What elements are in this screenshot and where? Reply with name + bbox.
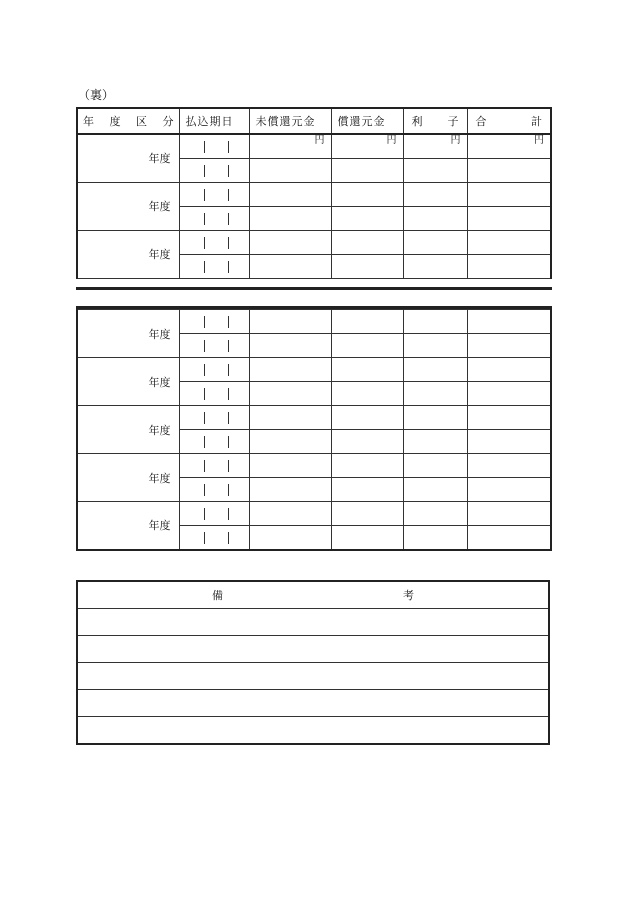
value-cell — [467, 310, 551, 334]
unit-label: 円 — [403, 134, 467, 158]
value-cell — [331, 526, 403, 550]
remarks-line — [77, 663, 549, 690]
value-cell — [331, 406, 403, 430]
value-cell — [249, 406, 331, 430]
value-cell — [331, 334, 403, 358]
year-cell: 年度 — [77, 134, 179, 182]
header-payment-date: 払込期日 — [179, 108, 249, 134]
date-slot — [179, 382, 249, 406]
value-cell — [249, 158, 331, 182]
value-cell — [331, 230, 403, 254]
value-cell — [331, 182, 403, 206]
value-cell — [331, 158, 403, 182]
year-cell: 年度 — [77, 230, 179, 278]
value-cell — [249, 254, 331, 278]
unit-label: 円 — [331, 134, 403, 158]
value-cell — [331, 254, 403, 278]
value-cell — [331, 478, 403, 502]
repayment-table-upper — [76, 107, 552, 279]
date-slot — [179, 158, 249, 182]
value-cell — [403, 158, 467, 182]
date-slot — [179, 134, 249, 158]
header-unpaid-principal: 未償還元金 — [249, 108, 331, 134]
value-cell — [249, 334, 331, 358]
remarks-line — [77, 636, 549, 663]
year-cell: 年度 — [77, 454, 179, 502]
year-cell: 年度 — [77, 310, 179, 358]
value-cell — [331, 358, 403, 382]
value-cell — [467, 334, 551, 358]
value-cell — [249, 430, 331, 454]
value-cell — [249, 478, 331, 502]
value-cell — [403, 358, 467, 382]
value-cell — [467, 478, 551, 502]
value-cell — [249, 230, 331, 254]
value-cell — [467, 406, 551, 430]
page-label: （裏） — [78, 88, 115, 102]
value-cell — [249, 358, 331, 382]
value-cell — [467, 382, 551, 406]
date-slot — [179, 182, 249, 206]
unit-label: 円 — [467, 134, 551, 158]
value-cell — [467, 526, 551, 550]
value-cell — [403, 334, 467, 358]
value-cell — [467, 230, 551, 254]
value-cell — [331, 502, 403, 526]
break-line-top — [76, 287, 552, 290]
header-year-division: 年 度 区 分 — [77, 108, 179, 134]
value-cell — [249, 206, 331, 230]
value-cell — [331, 206, 403, 230]
value-cell — [403, 502, 467, 526]
value-cell — [467, 254, 551, 278]
date-slot — [179, 526, 249, 550]
date-slot — [179, 454, 249, 478]
value-cell — [249, 382, 331, 406]
value-cell — [403, 406, 467, 430]
value-cell — [403, 430, 467, 454]
value-cell — [249, 310, 331, 334]
value-cell — [403, 382, 467, 406]
repayment-table-lower — [76, 309, 552, 551]
value-cell — [467, 182, 551, 206]
value-cell — [331, 310, 403, 334]
header-total: 合 計 — [467, 108, 551, 134]
date-slot — [179, 502, 249, 526]
unit-label: 円 — [249, 134, 331, 158]
header-interest: 利 子 — [403, 108, 467, 134]
date-slot — [179, 230, 249, 254]
value-cell — [403, 206, 467, 230]
value-cell — [249, 454, 331, 478]
remarks-line — [77, 717, 549, 745]
value-cell — [249, 502, 331, 526]
date-slot — [179, 406, 249, 430]
value-cell — [467, 454, 551, 478]
value-cell — [467, 430, 551, 454]
year-cell: 年度 — [77, 182, 179, 230]
value-cell — [249, 182, 331, 206]
remarks-header: 備 考 — [77, 581, 549, 609]
date-slot — [179, 310, 249, 334]
date-slot — [179, 430, 249, 454]
value-cell — [403, 310, 467, 334]
remarks-line — [77, 609, 549, 636]
remarks-table — [76, 580, 550, 745]
date-slot — [179, 358, 249, 382]
year-cell: 年度 — [77, 406, 179, 454]
value-cell — [467, 358, 551, 382]
value-cell — [467, 206, 551, 230]
value-cell — [403, 478, 467, 502]
value-cell — [403, 230, 467, 254]
value-cell — [403, 454, 467, 478]
year-cell: 年度 — [77, 358, 179, 406]
remarks-line — [77, 690, 549, 717]
date-slot — [179, 334, 249, 358]
date-slot — [179, 206, 249, 230]
value-cell — [403, 526, 467, 550]
date-slot — [179, 478, 249, 502]
date-slot — [179, 254, 249, 278]
value-cell — [467, 158, 551, 182]
value-cell — [331, 382, 403, 406]
value-cell — [403, 254, 467, 278]
value-cell — [403, 182, 467, 206]
value-cell — [467, 502, 551, 526]
value-cell — [331, 430, 403, 454]
value-cell — [331, 454, 403, 478]
year-cell: 年度 — [77, 502, 179, 550]
value-cell — [249, 526, 331, 550]
header-repay-principal: 償還元金 — [331, 108, 403, 134]
